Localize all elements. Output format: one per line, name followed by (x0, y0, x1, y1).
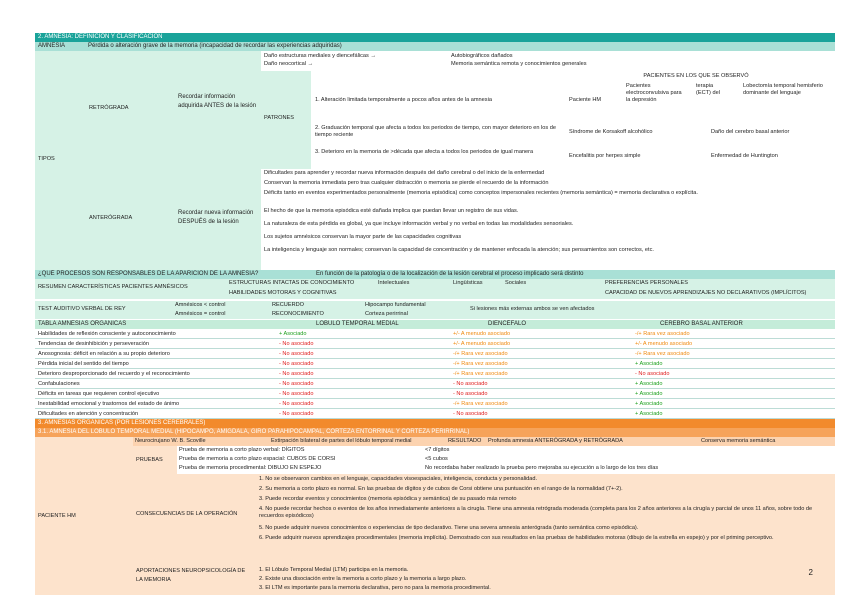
test-rey-amnesicos-igual: Amnésicos = control (175, 311, 226, 317)
test-rey-block (35, 301, 835, 319)
tabla-row-label: Inestabilidad emocional y trastornos del estado de ánimo (38, 401, 180, 407)
tabla-cell-ltm: - No asociado (279, 371, 314, 377)
tabla-cell-diencefalo: -/+ Rara vez asociado (453, 401, 508, 407)
aportacion-item: 3. El LTM es importante para la memoria declarativa, pero no para la memoria procedimental. (259, 585, 491, 591)
neurocirujano: Neurocirujano W. B. Scoville (135, 438, 206, 444)
dano-neocortical: Daño neocortical → (264, 61, 314, 67)
tabla-row (35, 359, 835, 369)
consecuencia-item: 4. No puede recordar hechos o eventos de los años inmediatamente anteriores a la cirugía. Tiene una amnesia retrógrada moderada (completa para los 2 años anteriores a la cirugía y parcial de unos 11 años, sobre todo de recuerdos episódicos) (259, 506, 813, 520)
patron-1-terapia: terapia (ECT) del (696, 83, 720, 97)
tabla-header (35, 320, 835, 329)
extirpacion: Extirpación bilateral de partes del lóbulo temporal medial (271, 438, 412, 444)
anterograda-cell (85, 169, 173, 270)
test-rey-reconocimiento: RECONOCIMIENTO (272, 311, 324, 317)
test-rey-note: Si lesiones más externas ambos se ven afectados (470, 306, 595, 312)
tabla-cell-diencefalo: - No asociado (453, 381, 488, 387)
procesos-answer: En función de la patología o de la localización de la lesión cerebral el proceso implicado será distinto (316, 271, 584, 277)
tabla-cell-ltm: - No asociado (279, 351, 314, 357)
tabla-row-label: Confabulaciones (38, 381, 80, 387)
aportacion-item: 2. Existe una disociación entre la memoria a corto plazo y la memoria a largo plazo. (259, 576, 467, 582)
tabla-row (35, 349, 835, 359)
paciente-hm-cell (35, 437, 133, 595)
anterograda-label: ANTERÓGRADA (89, 215, 133, 221)
prueba-espejo: Prueba de memoria procedimental: DIBUJO EN ESPEJO (179, 465, 322, 471)
pruebas-cell (133, 446, 177, 474)
anterograda-item: Dificultades para aprender y recordar nueva información después del daño cerebral o del inicio de la enfermedad (264, 170, 545, 176)
test-rey-hipocampo: Hipocampo fundamental (365, 302, 426, 308)
section-31-header (35, 428, 835, 437)
tabla-cell-diencefalo: -/+ Rara vez asociado (453, 361, 508, 367)
tabla-row (35, 389, 835, 399)
section-2-title: 2. AMNESIA: DEFINICIÓN Y CLASIFICACIÓN (38, 34, 163, 40)
patrones-content (311, 71, 835, 169)
conserva-semantica: Conserva memoria semántica (701, 438, 776, 444)
anterograda-item: La naturaleza de esta pérdida es global, ya que incluye información verbal y no verbal en todas las modalidades sensoriales. (264, 221, 574, 227)
anterograda-description: Recordar nueva información DESPUÉS de la lesión (178, 210, 254, 225)
resumen-label: RESUMEN CARACTERÍSTICAS PACIENTES AMNÉSICOS (38, 284, 188, 290)
tabla-cell-diencefalo: -/+ Rara vez asociado (453, 371, 508, 377)
consecuencia-item: 2. Su memoria a corto plazo es normal. En las pruebas de dígitos y de cubos de Corsi obtiene una puntuación en el rango de la normalidad (7+-2). (259, 486, 623, 492)
linguisticas-label: Lingüísticas (453, 280, 483, 286)
estructuras-label: ESTRUCTURAS INTACTAS DE CONOCIMIENTO (229, 280, 355, 286)
page-number: 2 (808, 568, 813, 577)
consecuencias-list (255, 474, 835, 566)
consecuencias-cell (133, 474, 255, 566)
prueba-digitos-result: <7 dígitos (425, 447, 450, 453)
section-2-header (35, 33, 835, 42)
tabla-col-ltm: LÓBULO TEMPORAL MEDIAL (316, 321, 399, 327)
tabla-title: TABLA AMNESIAS ORGÁNICAS (38, 321, 127, 327)
patron-1-paciente-hm: Paciente HM (569, 97, 602, 103)
patron-3-herpes: Encefalitis por herpes simple (569, 153, 641, 159)
aportaciones-list (255, 566, 835, 595)
tabla-cell-ltm: - No asociado (279, 411, 314, 417)
tabla-cell-cerebro-basal: + Asociado (635, 401, 663, 407)
test-rey-label: TEST AUDITIVO VERBAL DE REY (38, 306, 126, 312)
retrograda-label: RETRÓGRADA (89, 105, 129, 111)
test-rey-corteza: Corteza perirrinal (365, 311, 408, 317)
tabla-cell-ltm: - No asociado (279, 381, 314, 387)
prueba-corsi-result: <5 cubos (425, 456, 448, 462)
patron-3: 3. Deterioro en la memoria de >década que afecta a todos los periodos de igual manera (315, 149, 534, 155)
consecuencia-item: 5. No puede adquirir nuevos conocimientos o experiencias de tipo declarativo. Tiene una severa amnesia anterógrada (tanto semántica como episódica). (259, 525, 639, 531)
tabla-row (35, 339, 835, 349)
pruebas-content (177, 446, 835, 474)
tabla-cell-cerebro-basal: -/+ Rara vez asociado (635, 331, 690, 337)
patron-2-korsakoff: Síndrome de Korsakoff alcohólico (569, 129, 653, 135)
amnesia-definition-row (35, 42, 835, 51)
tabla-cell-diencefalo: +/- A menudo asociado (453, 341, 511, 347)
tabla-col-diencefalo: DIENCÉFALO (488, 321, 527, 327)
procesos-row (35, 270, 835, 279)
tabla-cell-cerebro-basal: +/- A menudo asociado (635, 341, 693, 347)
tabla-row-label: Deterioro desproporcionado del recuerdo y el reconocimiento (38, 371, 190, 377)
dano-neocortical-result: Memoria semántica remota y conocimientos generales (451, 61, 587, 67)
habilidades-label: HABILIDADES MOTORAS Y COGNITIVAS (229, 290, 337, 296)
prueba-corsi: Prueba de memoria a corto plazo espacial: CUBOS DE CORSI (179, 456, 336, 462)
tabla-row (35, 379, 835, 389)
patron-2: 2. Graduación temporal que afecta a todos los periodos de tiempo, con mayor deterioro en los de tiempo reciente (315, 125, 556, 139)
pacientes-title: PACIENTES EN LOS QUE SE OBSERVÓ (643, 73, 749, 79)
consecuencias-label: CONSECUENCIAS DE LA OPERACIÓN (136, 511, 238, 517)
resumen-block (35, 279, 835, 299)
consecuencia-item: 6. Puede adquirir nuevos aprendizajes procedimentales (memoria implícita). Demostrado con sus resultados en las pruebas de habilidades motoras (dibujo de la estrella en espejo) y por el priming perceptivo. (259, 535, 774, 541)
section-3-header (35, 419, 835, 428)
tabla-cell-ltm: - No asociado (279, 361, 314, 367)
pruebas-label: PRUEBAS (136, 457, 163, 463)
patron-3-huntington: Enfermedad de Huntington (711, 153, 778, 159)
anterograda-list (261, 169, 835, 270)
tabla-row-label: Dificultades en atención y concentración (38, 411, 139, 417)
anterograda-item: Los sujetos amnésicos conservan la mayor parte de las capacidades cognitivas (264, 234, 462, 240)
paciente-hm-label: PACIENTE HM (38, 513, 76, 519)
intelectuales-label: Intelectuales (378, 280, 410, 286)
resultado: Profunda amnesia ANTERÓGRADA y RETRÓGRADA (488, 438, 623, 444)
tabla-row (35, 369, 835, 379)
tabla-cell-cerebro-basal: -/+ Rara vez asociado (635, 351, 690, 357)
aportacion-item: 1. El Lóbulo Temporal Medial (LTM) participa en la memoria. (259, 567, 409, 573)
tabla-col-cerebro-basal: CEREBRO BASAL ANTERIOR (660, 321, 743, 327)
anterograda-desc-cell (173, 169, 261, 270)
tabla-row (35, 329, 835, 339)
test-rey-amnesicos-menor: Amnésicos < control (175, 302, 226, 308)
aportaciones-cell (133, 566, 255, 595)
tabla-row-label: Habilidades de reflexión consciente y autoconocimiento (38, 331, 176, 337)
sociales-label: Sociales (505, 280, 527, 286)
patron-1-lobectomia: Lobectomía temporal hemisferio dominante del lenguaje (743, 83, 823, 97)
tabla-row (35, 399, 835, 409)
tabla-cell-ltm: - No asociado (279, 391, 314, 397)
procesos-question: ¿QUÉ PROCESOS SON RESPONSABLES DE LA APARICIÓN DE LA AMNESIA? (38, 271, 259, 277)
dano-estructuras-result: Autobiográficos dañados (451, 53, 513, 59)
tabla-cell-diencefalo: - No asociado (453, 391, 488, 397)
tabla-cell-cerebro-basal: + Asociado (635, 411, 663, 417)
tabla-cell-diencefalo: +/- A menudo asociado (453, 331, 511, 337)
tabla-cell-cerebro-basal: + Asociado (635, 361, 663, 367)
retrograda-desc-cell (173, 51, 261, 169)
anterograda-item: La inteligencia y lenguaje son normales; conservan la capacidad de concentración y de mantener enfocada la atención; sus pensamientos son correctos, etc. (264, 247, 654, 253)
aportaciones-label: APORTACIONES NEUROPSICOLOGÍA DE LA MEMORIA (136, 568, 246, 583)
prueba-digitos: Prueba de memoria a corto plazo verbal: DÍGITOS (179, 447, 305, 453)
resultado-label: RESULTADO (448, 438, 482, 444)
tipos-cell (35, 51, 85, 270)
tabla-row-label: Tendencias de desinhibición y perseveración (38, 341, 150, 347)
consecuencia-item: 3. Puede recordar eventos y conocimientos (memoria episódica y semántica) de su pasado más remoto (259, 496, 517, 502)
tabla-row-label: Anosognosia: déficit en relación a su propio deterioro (38, 351, 170, 357)
dano-estructuras: Daño estructuras mediales y diencefálicas → (264, 53, 376, 59)
neurocirujano-row (133, 437, 835, 446)
patron-1-ect: Pacientes electroconvulsiva para la depresión (626, 83, 682, 104)
patron-2-cerebro-basal: Daño del cerebro basal anterior (711, 129, 790, 135)
consecuencia-item: 1. No se observaron cambios en el lenguaje, capacidades visoespaciales, inteligencia, conducta y personalidad. (259, 476, 537, 482)
prueba-espejo-result: No recordaba haber realizado la prueba pero mejoraba su ejecución a lo largo de los tres días (425, 465, 659, 471)
tabla-cell-diencefalo: -/+ Rara vez asociado (453, 351, 508, 357)
tabla-cell-ltm: + Asociado (279, 331, 307, 337)
section-31-title: 3.1. AMNESIA DEL LÓBULO TEMPORAL MEDIAL (HIPOCAMPO, AMÍGDALA, GIRO PARAHIPOCAMPAL, CORTEZA ENTORRINAL Y CORTEZA PERIRRINAL) (38, 429, 470, 435)
patrones-label: PATRONES (264, 115, 294, 121)
tabla-cell-cerebro-basal: - No asociado (635, 371, 670, 377)
patron-1: 1. Alteración limitada temporalmente a pocos años antes de la amnesia (315, 97, 492, 103)
test-rey-recuerdo: RECUERDO (272, 302, 305, 308)
anterograda-item: Conservan la memoria inmediata pero tras cualquier distracción o memoria se pierde el recuerdo de la información (264, 180, 549, 186)
capacidad-label: CAPACIDAD DE NUEVOS APRENDIZAJES NO DECLARATIVOS (IMPLÍCITOS) (605, 290, 807, 296)
anterograda-item: Déficits tanto en eventos experimentados personalmente (memoria episódica) como conceptos impersonales recientes (memoria semántica) = memoria declarativa o explícita. (264, 190, 698, 196)
tabla-cell-diencefalo: - No asociado (453, 411, 488, 417)
tabla-row-label: Déficits en tareas que requieren control ejecutivo (38, 391, 160, 397)
patrones-cell (261, 71, 311, 169)
anterograda-item: El hecho de que la memoria episódica esté dañada implica que puedan llevar un registro de sus vidas. (264, 208, 519, 214)
tipos-label: TIPOS (38, 156, 55, 162)
tabla-row-label: Pérdida inicial del sentido del tiempo (38, 361, 129, 367)
tabla-cell-cerebro-basal: + Asociado (635, 381, 663, 387)
retrograda-cell (85, 51, 173, 169)
danos-cell (261, 51, 835, 71)
section-3-title: 3. AMNESIAS ORGÁNICAS (POR LESIONES CEREBRALES) (38, 420, 206, 426)
amnesia-definition: Pérdida o alteración grave de la memoria (incapacidad de recordar las experiencias adquiridas) (88, 43, 342, 49)
tabla-row (35, 409, 835, 419)
tabla-cell-ltm: - No asociado (279, 341, 314, 347)
tabla-cell-ltm: - No asociado (279, 401, 314, 407)
tabla-cell-cerebro-basal: + Asociado (635, 391, 663, 397)
retrograda-description: Recordar información adquirida ANTES de la lesión (178, 94, 257, 109)
preferencias-label: PREFERENCIAS PERSONALES (605, 280, 688, 286)
amnesia-label: AMNESIA (38, 43, 66, 49)
